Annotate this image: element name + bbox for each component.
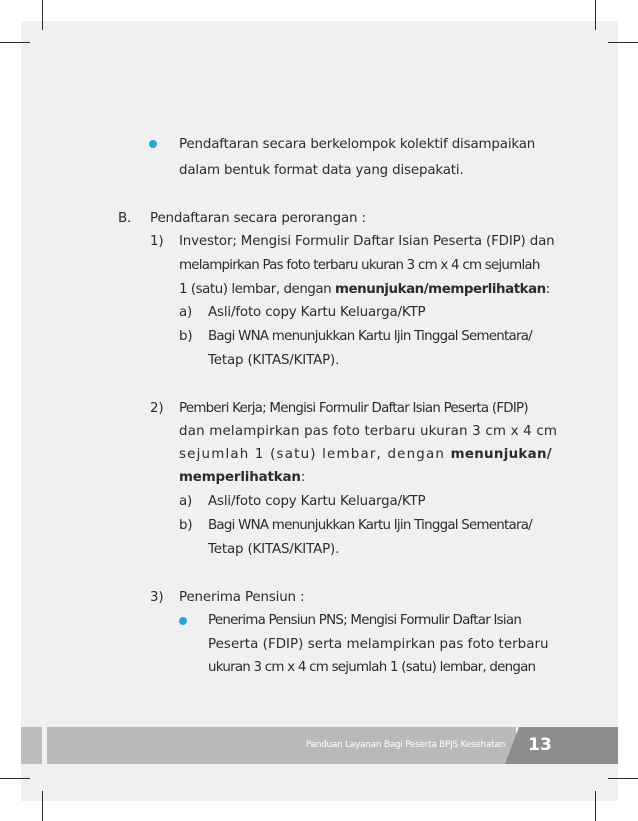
bullet-dot-icon [179,617,187,625]
item-1-sub-a-marker: a) [179,305,193,320]
item-2-line-4 [179,469,305,486]
footer-title: Panduan Layanan Bagi Peserta BPJS Kesehatan [305,740,505,750]
crop-mark-bottom-left-horizontal [0,778,30,779]
crop-mark-bottom-right-vertical [595,791,596,821]
item-2-sub-a-marker: a) [179,494,193,509]
section-b-marker: B. [118,211,132,226]
text: Pendaftaran secara berkelompok kolektif disampaikan [179,137,536,152]
item-2-sub-b-marker: b) [179,518,193,533]
footer-left-block [21,727,42,764]
bullet-line-1 [179,136,542,153]
item-3-bullet-line-1: Penerima Pensiun PNS; Mengisi Formulir Daftar Isian [208,613,522,628]
bold-emphasis: menunjukan/memperlihatkan [335,282,546,297]
item-2-line-2: dan melampirkan pas foto terbaru ukuran 3 cm x 4 cm [179,424,558,439]
item-2-sub-b-line-1: Bagi WNA menunjukkan Kartu Ijin Tinggal Sementara/ [208,518,532,533]
item-1-sub-a-text: Asli/foto copy Kartu Keluarga/KTP [208,305,426,320]
item-3-title: Penerima Pensiun : [179,590,305,605]
item-1-marker: 1) [150,234,164,249]
item-1-sub-b-line-1: Bagi WNA menunjukkan Kartu Ijin Tinggal Sementara/ [208,329,532,344]
bullet-line-2: dalam bentuk format data yang disepakati. [179,163,464,178]
item-1-sub-b-line-2: Tetap (KITAS/KITAP). [208,353,340,368]
item-1-line-1 [179,233,555,250]
item-2-sub-a-text: Asli/foto copy Kartu Keluarga/KTP [208,494,426,509]
crop-mark-top-right-horizontal [608,42,638,43]
colon: : [545,282,550,297]
item-2-line-3 [179,446,552,463]
bold-emphasis: menunjukan/ [450,447,552,462]
colon: : [300,470,306,485]
item-2-line-1: Pemberi Kerja; Mengisi Formulir Daftar Isian Peserta (FDIP) [179,401,528,416]
item-3-marker: 3) [150,590,164,605]
text: 1 (satu) lembar, dengan [179,282,332,297]
crop-mark-top-left-horizontal [0,42,30,43]
crop-mark-bottom-right-horizontal [608,778,638,779]
crop-mark-bottom-left-vertical [42,791,43,821]
crop-mark-top-right-vertical [595,0,596,30]
bold-emphasis: memperlihatkan [179,470,301,485]
section-b-title: Pendaftaran secara perorangan : [150,211,366,226]
page-number: 13 [528,735,552,755]
crop-mark-top-left-vertical [42,0,43,30]
item-2-sub-b-line-2: Tetap (KITAS/KITAP). [208,542,340,557]
text: sejumlah 1 (satu) lembar, dengan [179,447,446,462]
text: Investor; Mengisi Formulir Daftar Isian Peserta (FDIP) dan [179,234,555,249]
item-2-marker: 2) [150,401,164,416]
item-3-bullet-line-2: Peserta (FDIP) serta melampirkan pas foto terbaru [208,637,549,652]
item-3-bullet-line-3: ukuran 3 cm x 4 cm sejumlah 1 (satu) lembar, dengan [208,660,536,675]
item-1-sub-b-marker: b) [179,329,193,344]
item-1-line-3 [179,281,550,298]
bullet-dot-icon [149,140,157,148]
item-1-line-2: melampirkan Pas foto terbaru ukuran 3 cm x 4 cm sejumlah [179,258,540,273]
